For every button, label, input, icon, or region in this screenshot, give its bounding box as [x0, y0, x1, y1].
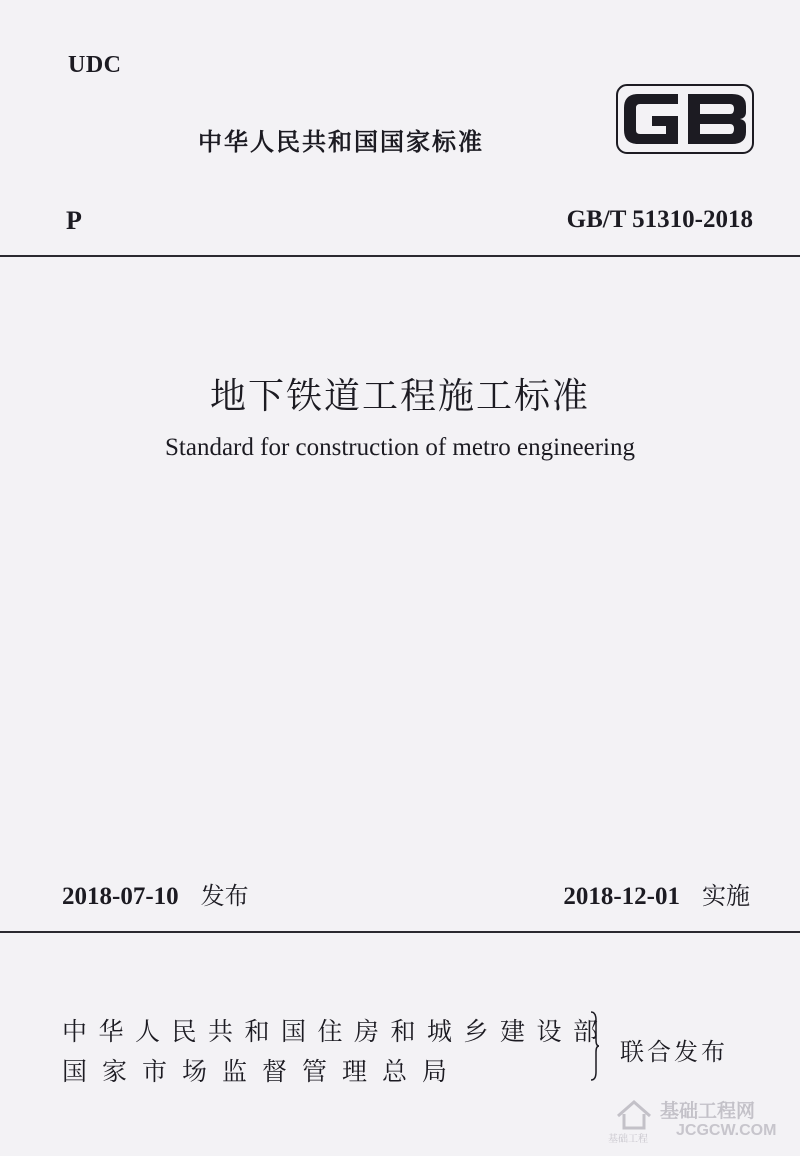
- udc-label: UDC: [68, 52, 122, 78]
- joint-publish-label: 联合发布: [620, 1038, 728, 1066]
- publish-date: 2018-07-10: [62, 883, 179, 910]
- watermark-en: JCGCW.COM: [676, 1122, 777, 1139]
- issuer-ministry: 中华人民共和国住房和城乡建设部: [62, 1017, 610, 1046]
- watermark-small: 基础工程: [608, 1134, 648, 1145]
- watermark-cn: 基础工程网: [660, 1100, 756, 1122]
- national-standard-label: 中华人民共和国国家标准: [198, 128, 484, 156]
- implement-date-block: [563, 876, 750, 911]
- implement-label: 实施: [702, 882, 750, 910]
- title-english: Standard for construction of metro engineering: [165, 434, 635, 461]
- gb-logo-icon: [616, 84, 754, 154]
- publish-date-block: [62, 876, 249, 911]
- brace-icon: [590, 1010, 600, 1082]
- standard-code: GB/T 51310-2018: [566, 206, 753, 233]
- category-label: P: [66, 206, 82, 235]
- site-watermark: [606, 1094, 794, 1146]
- header-divider: [0, 255, 800, 257]
- issuer-administration: 国家市场监督管理总局: [62, 1057, 463, 1086]
- implement-date: 2018-12-01: [563, 883, 680, 910]
- house-icon: [614, 1098, 654, 1132]
- title-chinese: 地下铁道工程施工标准: [209, 376, 590, 417]
- footer-divider: [0, 931, 800, 933]
- publish-label: 发布: [200, 882, 249, 910]
